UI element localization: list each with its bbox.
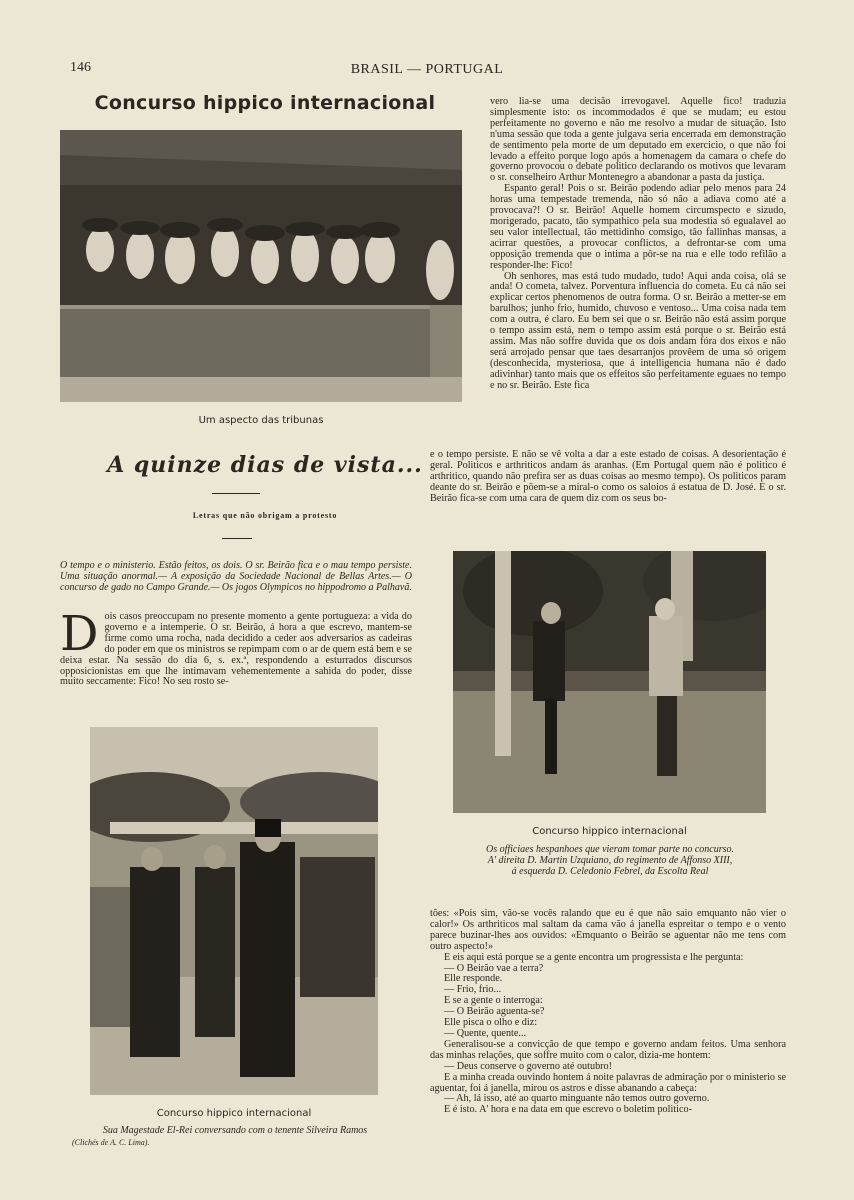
dialogue-line: — Ah, lá isso, até ao quarto minguante não temos outro governo. — [444, 1093, 710, 1105]
dialogue-line: — Quente, quente... — [444, 1027, 527, 1039]
article-title: Concurso hippico internacional — [94, 92, 436, 114]
photo-officers-caption-line: á esquerda D. Celedonio Febrel, da Escolta Real — [511, 866, 709, 877]
page-number: 146 — [70, 60, 91, 75]
section-summary: O tempo e o ministerio. Estão feitos, os dois. O sr. Beirão fica e o mau tempo persiste. Uma situação anormal.— A exposição da Sociedade Nacional de Bellas Artes.— O concurso de gado no Campo Grande.— Os jogos Olympicos no hippodromo a Palhavã. — [60, 560, 412, 593]
body-bottom-right — [430, 909, 786, 1116]
photo-king-caption-title: Concurso hippico internacional — [156, 1108, 312, 1119]
body-wide: e o tempo persiste. E não se vê volta a dar a este estado de coisas. A desorientação é geral. Politicos e arthriticos andam ás aranhas. (Em Portugal quem não é politico é arthritico, quando não prefira ser as duas coisas ao mesmo tempo). Os politicos param deante do sr. Beirão e põem-se a miral-o como os saloios á estatua de D. José. E o sr. Beirão fica-se com uma cara de quem diz com os seus bo- — [430, 449, 786, 504]
section-subtitle: Letras que não obrigam a protesto — [192, 511, 338, 520]
paragraph: E a minha creada ouvindo hontem á noite palavras de admiração por o ministerio se aguentar, foi á janella, mirou os astros e disse abanando a cabeça: — [430, 1071, 786, 1094]
dialogue-line: Elle pisca o olho e diz: — [444, 1017, 538, 1029]
dialogue-line: — Frio, frio... — [444, 984, 502, 996]
dialogue-line: E se a gente o interroga: — [444, 995, 543, 1007]
section-title: A quinze dias de vista... — [107, 452, 423, 478]
dialogue-line: Elle responde. — [444, 973, 503, 985]
dialogue-line: — O Beirão aguenta-se? — [444, 1006, 545, 1018]
photo-tribunas-caption: Um aspecto das tribunas — [198, 415, 324, 426]
paragraph: vero lia-se uma decisão irrevogavel. Aquelle fico! traduzia simplesmente isto: os incommodados é que se mudam; eu estou perfeitamente no governo e não me resolvo a mudar de situação. Isto n'uma sessão que toda a gente julgava seria encerrada em demonstração de sentimento pela morte de um deputado em exercicio, o que não foi levado a effeito porque logo após a homenagem da camara o chefe do governo provocou o debate politico declarando os motivos que levaram o sr. conselheiro Arthur Montenegro a abandonar a pasta da justiça. — [490, 96, 786, 184]
photo-officers-caption-title: Concurso hippico internacional — [532, 826, 687, 837]
paragraph: E eis aqui está porque se a gente encontra um progressista e lhe pergunta: — [444, 951, 744, 963]
paragraph: E é isto. A' hora e na data em que escrevo o boletim politico- — [444, 1104, 692, 1116]
photo-officers-caption-line: A' direita D. Martin Uzquiano, do regimento de Affonso XIII, — [487, 855, 733, 866]
photo-officers — [453, 551, 766, 813]
paragraph: Generalisou-se a convicção de que tempo e governo andam feitos. Uma senhora das minhas relações, que soffre muito com o calor, dizia-me hontem: — [430, 1038, 786, 1061]
photo-tribunas-image — [60, 130, 462, 402]
body-left — [60, 606, 412, 688]
photo-officers-caption-line: Os officiaes hespanhoes que vieram tomar parte no concurso. — [485, 844, 735, 855]
photo-credit: (Clichés de A. C. Lima). — [72, 1138, 150, 1147]
body-right — [490, 97, 786, 391]
subtitle-rule — [222, 538, 252, 539]
paragraph: Espanto geral! Pois o sr. Beirão podendo adiar pelo menos para 24 horas uma tempestade tremenda, não só não a adiava como até a provocava?! O sr. Beirão! Aquelle homem circumspecto e sizudo, morigerado, pacato, tão sympathico pela sua modestia só egualavel ao seu valor intellectual, tão mettidinho comsigo, tão fallinhas mansas, a acirrar questões, a provocar conflictos, a defrontar-se com uma opposição tremenda que o intima a pôr-se na rua e elle todo refilão a responder-lhe: Fico! — [490, 183, 786, 271]
photo-king-caption-line: Sua Magestade El-Rei conversando com o tenente Silveira Ramos — [102, 1125, 368, 1136]
dialogue-line: — Deus conserve o governo até outubro! — [444, 1060, 613, 1072]
dropcap: D — [60, 606, 99, 662]
photo-tribunas — [60, 130, 462, 402]
photo-officers-image — [453, 551, 766, 813]
dialogue-line: — O Beirão vae a terra? — [444, 962, 544, 974]
photo-king-image — [90, 727, 378, 1095]
body-left-text: ois casos preoccupam no presente momento a gente portugueza: a vida do governo e a intemperie. O sr. Beirão, á hora a que escrevo, mantem-se firme como uma rocha, nada decidido a ceder aos adversarios as cadeiras do poder em que os ministros se repimpam com o ar de quem está bem e se deixa estar. Na sessão do dia 6, s. ex.ª, respondendo a esturrados discursos opposicionistas em que lhe intimavam vehementemente a sahida do poder, disse muito seccamente: Fico! No seu rosto se- — [60, 611, 412, 688]
photo-king — [90, 727, 378, 1095]
paragraph: Oh senhores, mas está tudo mudado, tudo! Aqui anda coisa, olá se anda! O cometa, talvez. Porventura influencia do cometa. Eu cá não sei explicar certos phenomenos de outra forma. O sr. Beirão a metter-se em barulhos; junho frio, humido, chuvoso e ventoso... Uma coisa nada tem com a outra, é claro. Eu bem sei que o sr. Beirão não está assim porque o tempo assim está, nem o tempo assim está porque o sr. Beirão está assim. Mas não soffre duvida que os dois andam fóra dos eixos e não será arrojado pensar que taes desarranjos provêem de uma só origem (desconhecida, mysteriosa, que á intelligencia humana não é dado adivinhar) tanto mais que os effeitos são perfeitamente eguaes no tempo e no sr. Beirão. Este fica — [490, 270, 786, 391]
paragraph: tões: «Pois sim, vão-se vocês ralando que eu é que não saio emquanto não vier o calor!» Os arthriticos mal saltam da cama vão á janella espreitar o tempo e o vento parece buzinar-lhes aos ouvidos: «Emquanto o Beirão se aguentar não me tens com outro aspecto!» — [430, 908, 786, 952]
running-head: BRASIL — PORTUGAL — [350, 62, 504, 77]
title-rule — [212, 493, 260, 494]
